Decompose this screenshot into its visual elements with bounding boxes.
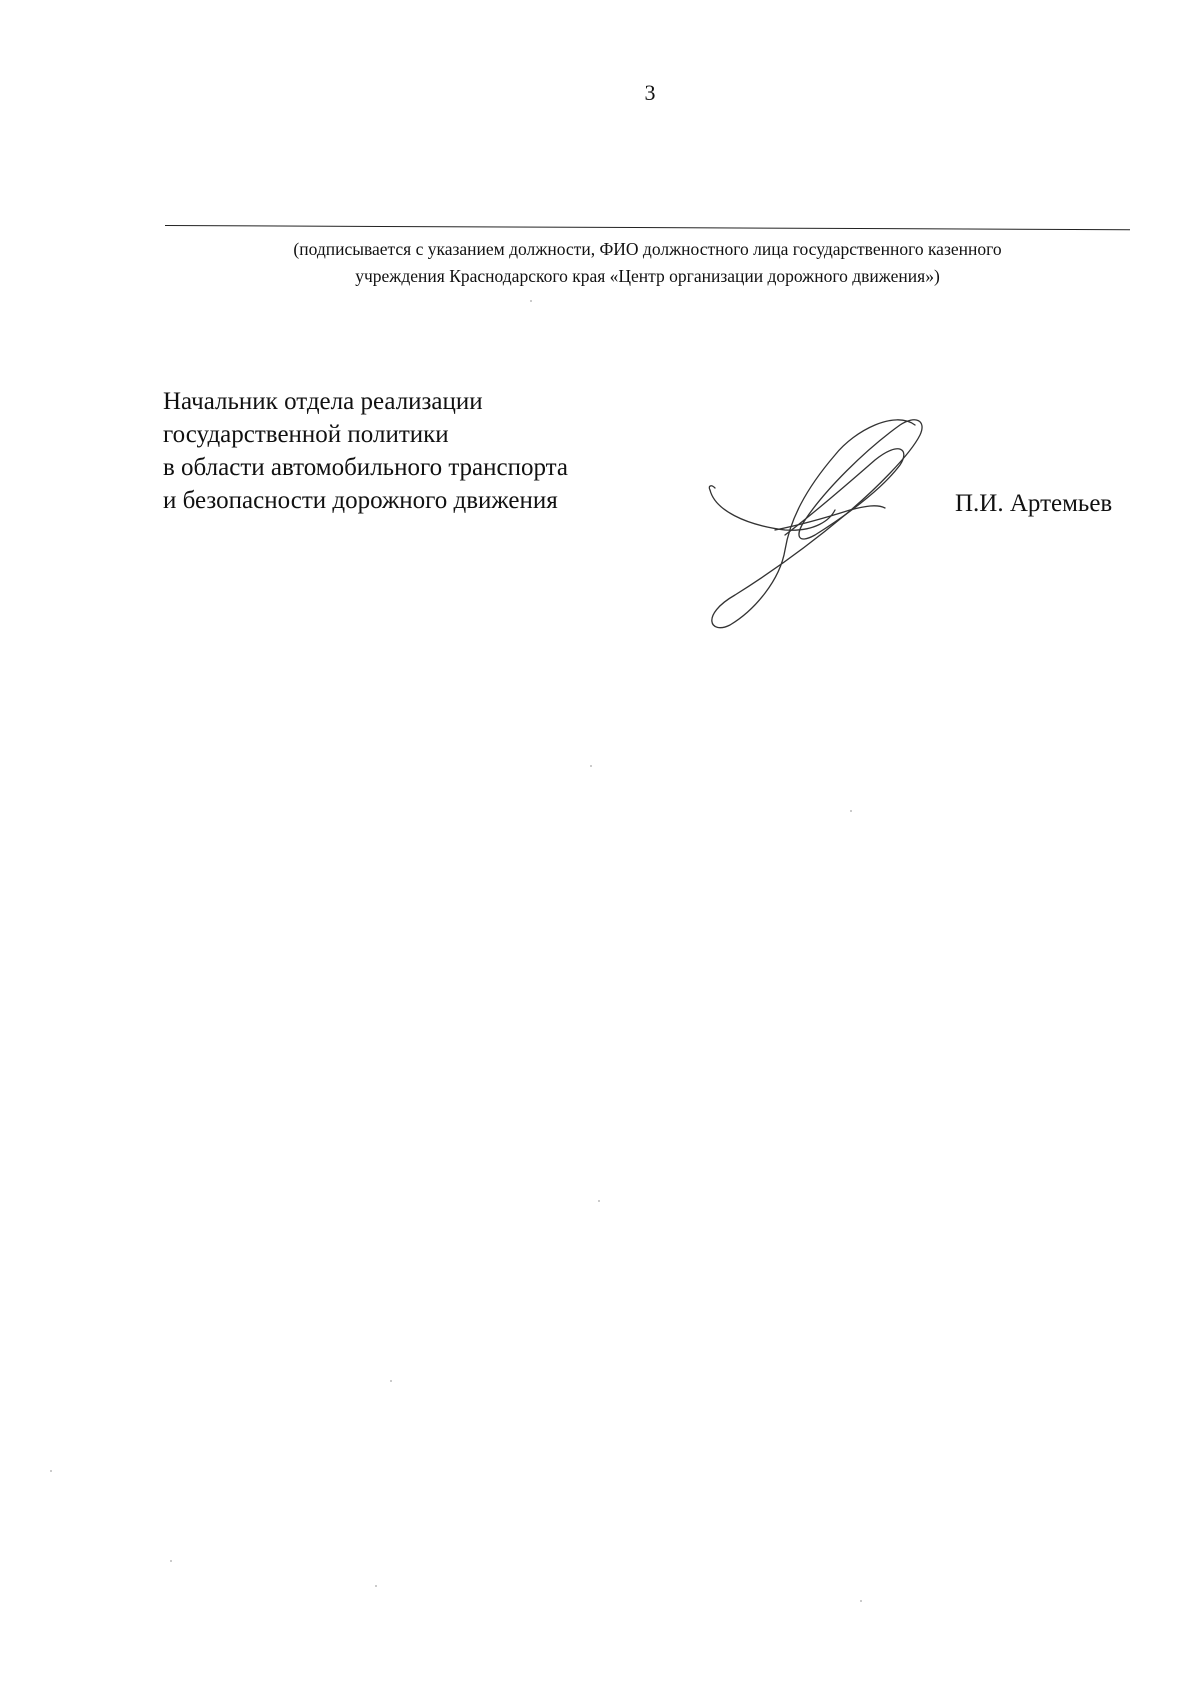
scan-speck: [850, 810, 852, 812]
scan-speck: [50, 1470, 52, 1472]
signatory-position-line-4: и безопасности дорожного движения: [163, 487, 558, 514]
signature-caption-line-2: учреждения Краснодарского края «Центр организации дорожного движения»): [355, 266, 940, 286]
signature-caption-line-1: (подписывается с указанием должности, ФИО должностного лица государственного казенного: [293, 239, 1002, 259]
scan-speck: [375, 1585, 377, 1587]
scan-speck: [170, 1560, 172, 1562]
signature-line: [165, 225, 1130, 230]
signatory-position-line-3: в области автомобильного транспорта: [163, 454, 569, 481]
scan-speck: [590, 765, 592, 767]
signatory-position: [163, 385, 683, 517]
page-number: 3: [644, 80, 656, 105]
signature-caption: [165, 236, 1130, 290]
signatory-name: П.И. Артемьев: [955, 490, 1113, 517]
scan-speck: [390, 1380, 392, 1382]
scan-speck: [598, 1200, 600, 1202]
signatory-position-line-1: Начальник отдела реализации: [163, 388, 483, 415]
signatory-position-line-2: государственной политики: [163, 421, 449, 448]
handwritten-signature: [705, 410, 955, 640]
scan-speck: [530, 300, 532, 302]
scan-speck: [860, 1600, 862, 1602]
